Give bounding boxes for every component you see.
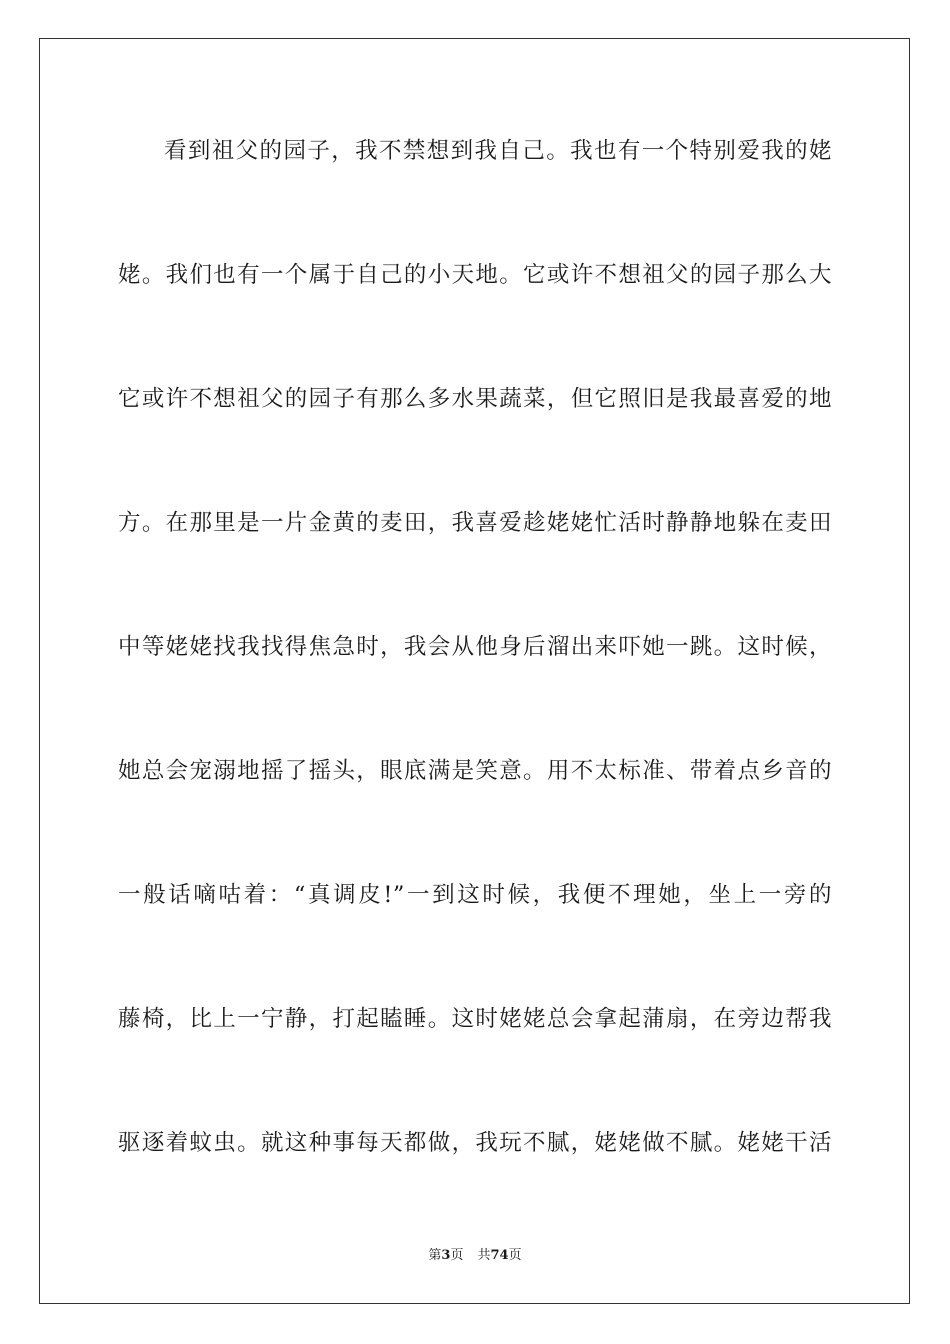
paragraph-line: 一般话嘀咕着：“真调皮!”一到这时候，我便不理她，坐上一旁的 [118,882,832,908]
page-prefix: 第 [428,1248,442,1263]
page-number: 3 [441,1248,451,1263]
paragraph-line: 中等姥姥找我找得焦急时，我会从他身后溜出来吓她一跳。这时候， [118,634,832,660]
paragraph-line: 看到祖父的园子，我不禁想到我自己。我也有一个特别爱我的姥 [164,138,832,164]
total-pages: 74 [490,1248,509,1263]
paragraph-line: 驱逐着蚊虫。就这种事每天都做，我玩不腻，姥姥做不腻。姥姥干活 [118,1130,832,1156]
paragraph-line: 方。在那里是一片金黄的麦田，我喜爱趁姥姥忙活时静静地躲在麦田 [118,510,832,536]
paragraph-line: 它或许不想祖父的园子有那么多水果蔬菜，但它照旧是我最喜爱的地 [118,386,832,412]
total-prefix: 共 [477,1248,491,1263]
page-suffix: 页 [450,1248,464,1263]
paragraph-line: 姥。我们也有一个属于自己的小天地。它或许不想祖父的园子那么大 [118,262,832,288]
paragraph-line: 藤椅，比上一宁静，打起瞌睡。这时姥姥总会拿起蒲扇，在旁边帮我 [118,1006,832,1032]
page-border [39,38,910,1304]
paragraph-line: 她总会宠溺地摇了摇头，眼底满是笑意。用不太标准、带着点乡音的 [118,758,832,784]
page-footer [0,1247,950,1265]
total-suffix: 页 [508,1248,522,1263]
